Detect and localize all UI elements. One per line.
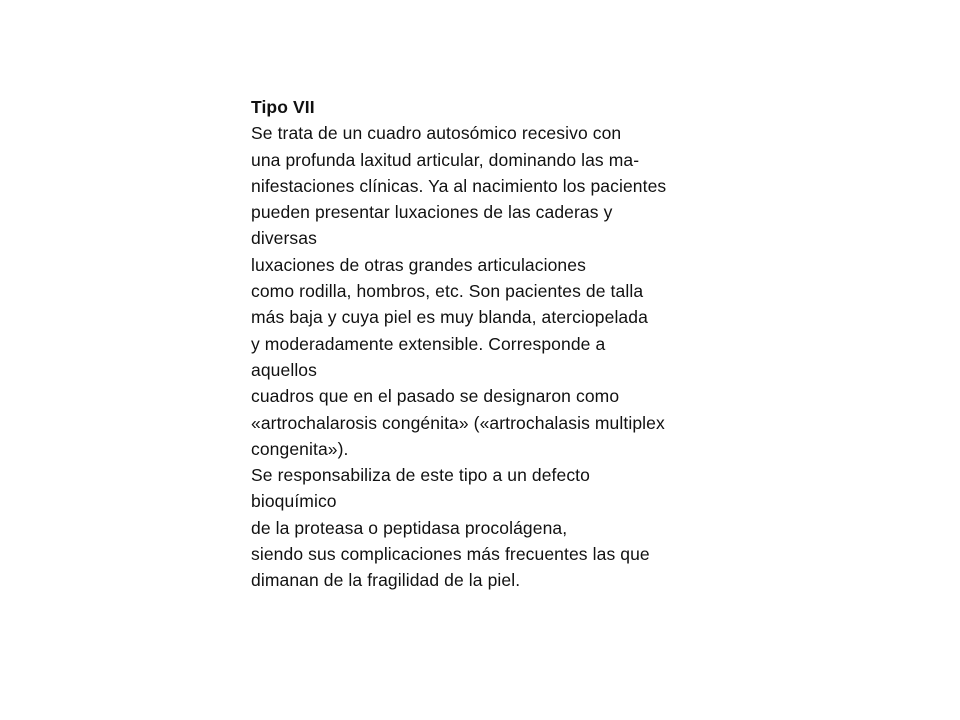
text-line: dimanan de la fragilidad de la piel. xyxy=(251,570,521,591)
text-line: nifestaciones clínicas. Ya al nacimiento los pacientes xyxy=(251,175,667,196)
text-line: más baja y cuya piel es muy blanda, aterciopelada xyxy=(251,307,648,328)
text-line: cuadros que en el pasado se designaron como xyxy=(251,386,620,407)
text-line: bioquímico xyxy=(251,491,337,512)
section-heading: Tipo VII xyxy=(251,97,315,117)
text-line: una profunda laxitud articular, dominando las ma- xyxy=(251,149,640,170)
text-line: aquellos xyxy=(251,359,317,380)
text-line: Se trata de un cuadro autosómico recesivo con xyxy=(251,123,622,144)
text-line: de la proteasa o peptidasa procolágena, xyxy=(251,517,568,538)
text-line: congenita»). xyxy=(251,438,349,459)
text-line: pueden presentar luxaciones de las caderas y xyxy=(251,202,613,223)
text-block xyxy=(251,94,721,594)
text-line: siendo sus complicaciones más frecuentes las que xyxy=(251,544,650,565)
text-line: diversas xyxy=(251,228,317,249)
text-line: como rodilla, hombros, etc. Son pacientes de talla xyxy=(251,281,644,302)
text-line: y moderadamente extensible. Corresponde a xyxy=(251,333,606,354)
text-line: luxaciones de otras grandes articulaciones xyxy=(251,254,586,275)
text-line: «artrochalarosis congénita» («artrochalasis multiplex xyxy=(251,412,665,433)
text-line: Se responsabiliza de este tipo a un defecto xyxy=(251,465,590,486)
